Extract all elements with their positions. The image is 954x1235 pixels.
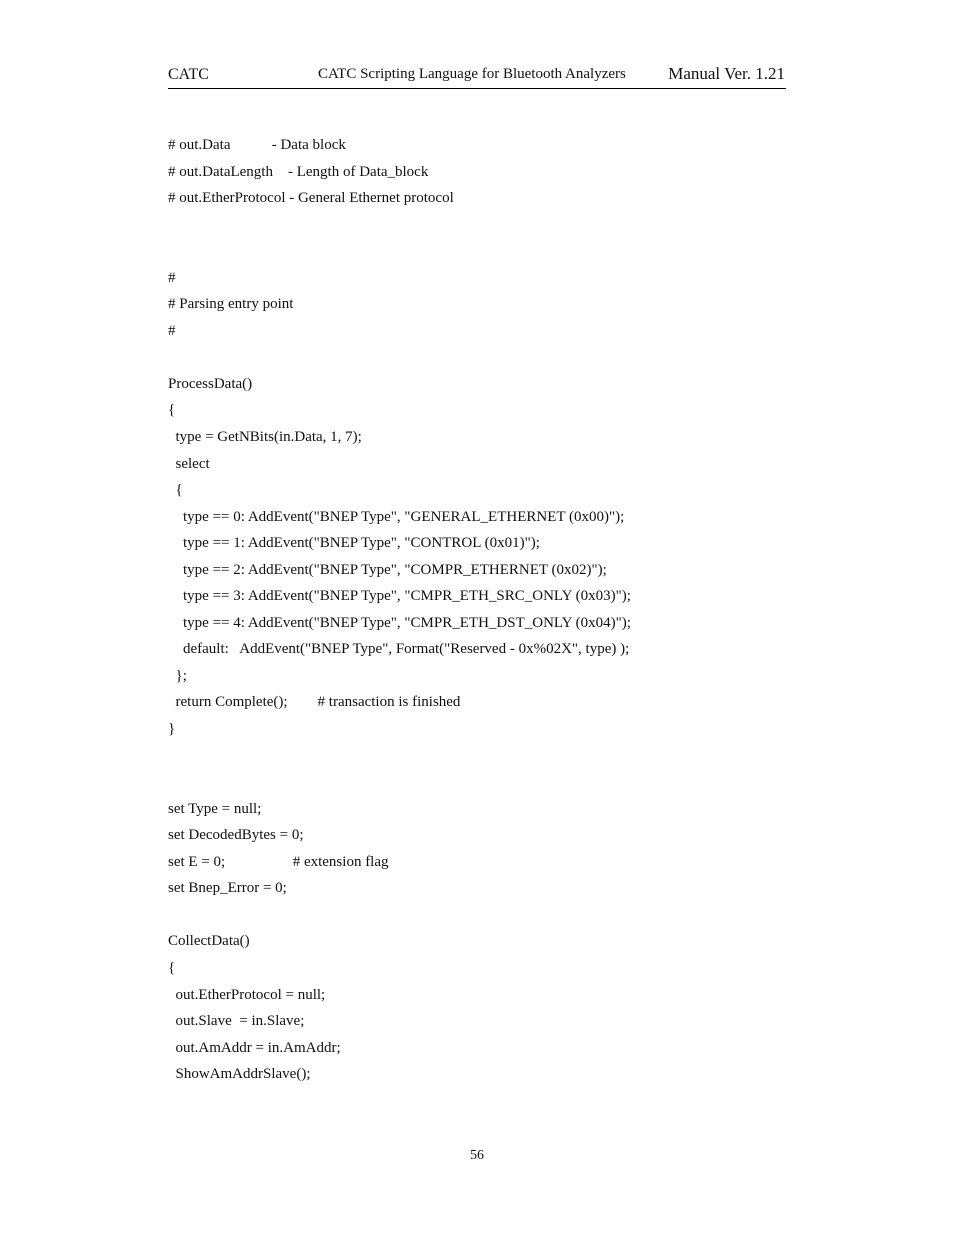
code-line: out.EtherProtocol = null; <box>168 986 326 1003</box>
code-line: ProcessData() <box>168 375 253 392</box>
code-listing <box>168 132 788 1088</box>
header-version: Manual Ver. 1.21 <box>668 64 785 83</box>
page-number: 56 <box>470 1148 484 1163</box>
code-line: out.AmAddr = in.AmAddr; <box>168 1039 341 1056</box>
code-line: type == 4: AddEvent("BNEP Type", "CMPR_ETH_DST_ONLY (0x04)"); <box>168 614 631 631</box>
code-line <box>168 743 788 770</box>
code-line: type = GetNBits(in.Data, 1, 7); <box>168 429 362 446</box>
header-company: CATC <box>168 66 209 83</box>
code-line: default: AddEvent("BNEP Type", Format("Reserved - 0x%02X", type) ); <box>168 641 630 658</box>
code-line: } <box>168 721 176 738</box>
code-line: { <box>168 482 183 499</box>
code-line <box>168 902 788 929</box>
code-line: out.Slave = in.Slave; <box>168 1013 305 1030</box>
code-line: CollectData() <box>168 933 250 950</box>
code-line: # <box>168 322 176 339</box>
code-line: type == 3: AddEvent("BNEP Type", "CMPR_ETH_SRC_ONLY (0x03)"); <box>168 588 631 605</box>
code-line <box>168 238 788 265</box>
code-line: type == 1: AddEvent("BNEP Type", "CONTROL (0x01)"); <box>168 535 540 552</box>
code-line: type == 0: AddEvent("BNEP Type", "GENERAL_ETHERNET (0x00)"); <box>168 508 625 525</box>
code-line <box>168 212 788 239</box>
code-line <box>168 769 788 796</box>
code-line: return Complete(); # transaction is finished <box>168 694 461 711</box>
page-header <box>168 62 786 89</box>
code-line: { <box>168 402 176 419</box>
code-line: type == 2: AddEvent("BNEP Type", "COMPR_ETHERNET (0x02)"); <box>168 561 607 578</box>
code-line: set DecodedBytes = 0; <box>168 827 304 844</box>
header-title: CATC Scripting Language for Bluetooth Analyzers <box>318 66 626 82</box>
code-line: # out.Data - Data block <box>168 137 346 153</box>
code-line: set Type = null; <box>168 800 262 817</box>
code-line: }; <box>168 667 187 684</box>
code-line: # Parsing entry point <box>168 296 294 313</box>
code-line: ShowAmAddrSlave(); <box>168 1066 311 1083</box>
code-line: { <box>168 959 176 976</box>
code-line: # <box>168 269 176 286</box>
code-line: # out.EtherProtocol - General Ethernet protocol <box>168 190 454 207</box>
code-line: set E = 0; # extension flag <box>168 853 389 870</box>
code-line: # out.DataLength - Length of Data_block <box>168 163 429 180</box>
code-line <box>168 344 788 371</box>
code-line: set Bnep_Error = 0; <box>168 880 287 897</box>
code-line: select <box>168 455 210 472</box>
